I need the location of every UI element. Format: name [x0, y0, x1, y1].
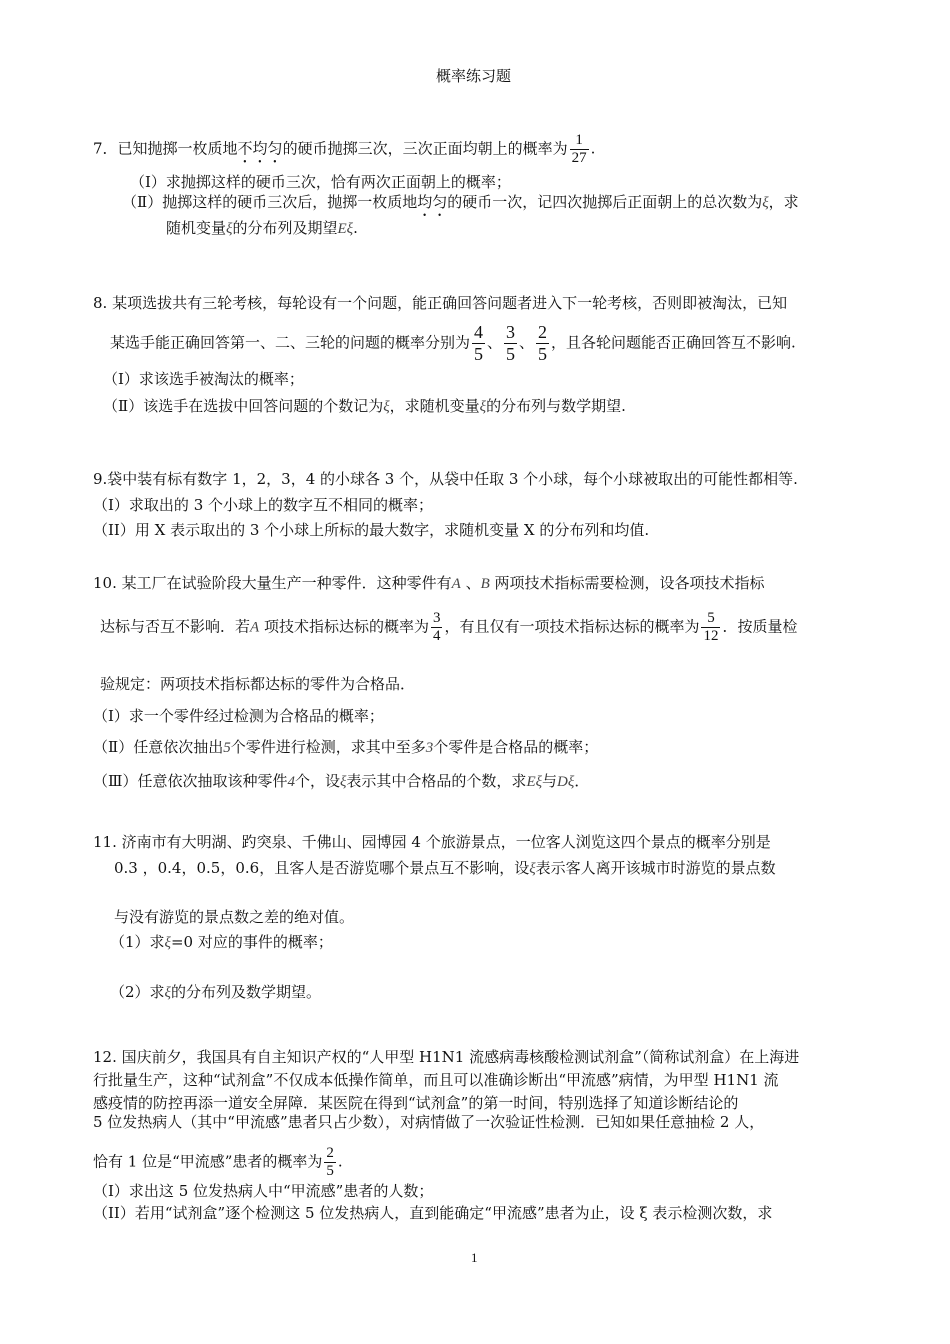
- q7-part2: [122, 192, 799, 220]
- q7-stem-end: .: [590, 139, 596, 158]
- q8-part2: [103, 396, 626, 417]
- q8-fraction-3: [536, 322, 549, 365]
- q12-line5: [93, 1145, 343, 1180]
- q10-fraction-2-num: 5: [701, 610, 720, 628]
- q7-fraction-den: 27: [571, 150, 587, 166]
- q8-line2: [110, 322, 796, 365]
- q11-part1: [110, 932, 333, 953]
- q7-part2-line2-b: 的分布列及期望: [232, 219, 338, 237]
- q8-sep-2: 、: [519, 333, 535, 352]
- q8-part2-text-b: ，求随机变量: [389, 397, 480, 415]
- q10-var-A: A: [451, 576, 461, 592]
- q11-part2: [110, 982, 321, 1003]
- q11-line2-text-b: 表示客人离开该城市时游览的景点数: [535, 859, 776, 877]
- q8-part1: （Ⅰ）求该选手被淘汰的概率；: [103, 370, 304, 388]
- q9-part2: （II）用 X 表示取出的 3 个小球上所标的最大数字，求随机变量 X 的分布列和均值.: [93, 521, 650, 539]
- q10-part3-end: ．: [574, 772, 590, 790]
- q10-line2: [100, 610, 798, 645]
- q11-line3: 与没有游览的景点数之差的绝对值。: [114, 908, 355, 926]
- q7-part2-line2-exp: Eξ: [337, 221, 354, 237]
- q8-fraction-1-num: 4: [474, 322, 484, 342]
- q10-part2-text-a: （Ⅱ）任意依次抽出: [93, 738, 224, 756]
- q10-part2: [93, 737, 598, 758]
- q11-part1-text-a: （1）求: [110, 933, 165, 951]
- q10-line1: [93, 573, 765, 594]
- q10-part3: [93, 771, 589, 792]
- q10-part3-text-a: （Ⅲ）任意依次抽取该种零件: [93, 772, 288, 790]
- q10-part3-var: ξ: [339, 774, 347, 790]
- q7-part2-text-a: （Ⅱ）抛掷这样的硬币三次后，抛掷一枚质地: [122, 193, 418, 211]
- q9-line1: 9.袋中装有标有数字 1，2，3，4 的小球各 3 个，从袋中任取 3 个小球，每个小球被取出的可能性都相等.: [93, 470, 798, 488]
- q11-part2-text-a: （2）求: [110, 983, 165, 1001]
- q10-part3-E: Eξ: [526, 774, 543, 790]
- page-number: 1: [471, 1250, 478, 1265]
- q11-part2-var: ξ: [164, 985, 171, 1001]
- q12-fraction: [324, 1145, 336, 1180]
- q10-fraction-2: [701, 610, 720, 645]
- q10-line2-text-c: ，有且仅有一项技术指标达标的概率为: [444, 617, 700, 636]
- q12-line1: 12. 国庆前夕，我国具有自主知识产权的“人甲型 H1N1 流感病毒核酸检测试剂盒”（简称试剂盒）在上海进: [93, 1048, 800, 1066]
- q8-line2-text-b: ，且各轮问题能否正确回答互不影响.: [551, 333, 796, 352]
- q11-line2: [114, 858, 776, 879]
- q10-fraction-1: [431, 610, 443, 645]
- q11-line1: 11. 济南市有大明湖、趵突泉、千佛山、园博园 4 个旅游景点，一位客人浏览这四个景点的概率分别是: [93, 833, 771, 851]
- q10-line2-text-d: ．按质量检: [722, 617, 798, 636]
- q8-fraction-3-num: 2: [538, 322, 548, 342]
- q10-part1: （Ⅰ）求一个零件经过检测为合格品的概率；: [93, 707, 384, 725]
- q7-stem-text-b: 的硬币抛掷三次，三次正面均朝上的概率为: [282, 139, 568, 158]
- q10-line1-sep: 、: [460, 574, 481, 592]
- q7-part2-emphasis: 均匀: [417, 193, 448, 211]
- q7-part2-text-c: ，求: [768, 193, 799, 211]
- q8-fraction-1-den: 5: [474, 344, 484, 364]
- q12-part1: （I）求出这 5 位发热病人中“甲流感”患者的人数；: [93, 1182, 434, 1200]
- q12-line2: 行批量生产，这种“试剂盒”不仅成本低操作简单，而且可以准确诊断出“甲流感”病情，为甲型 H1N1 流: [93, 1071, 779, 1089]
- q8-part2-var2: ξ: [479, 399, 487, 415]
- q10-part2-text-c: 个零件是合格品的概率；: [433, 738, 599, 756]
- q10-part2-n2: 3: [425, 740, 434, 756]
- q8-sep-1: 、: [487, 333, 503, 352]
- q10-part2-n1: 5: [223, 740, 231, 756]
- q8-fraction-1: [472, 322, 485, 365]
- q7-part2-line2-end: .: [353, 219, 358, 237]
- q10-line3: 验规定：两项技术指标都达标的零件为合格品．: [100, 675, 416, 693]
- q8-line2-text-a: 某选手能正确回答第一、二、三轮的问题的概率分别为: [110, 333, 471, 352]
- q7-part2-text-b: 的硬币一次，记四次抛掷后正面朝上的总次数为: [447, 193, 763, 211]
- q10-part3-D: Dξ: [557, 774, 575, 790]
- q10-line2-var-A: A: [250, 619, 260, 636]
- q10-fraction-2-den: 12: [703, 628, 719, 644]
- q12-line3: 感疫情的防控再添一道安全屏障．某医院在得到“试剂盒”的第一时间，特别选择了知道诊断结论的: [93, 1094, 739, 1112]
- q10-line2-text-a: 达标与否互不影响．若: [100, 617, 251, 636]
- q7-part2-line2-var: ξ: [226, 221, 233, 237]
- q12-line4: 5 位发热病人（其中“甲流感”患者只占少数），对病情做了一次验证性检测．已知如果任意抽检 2 人，: [93, 1113, 765, 1131]
- q10-line2-text-b: 项技术指标达标的概率为: [259, 617, 429, 636]
- q10-fraction-1-num: 3: [432, 610, 441, 626]
- q7-part1: （Ⅰ）求抛掷这样的硬币三次，恰有两次正面朝上的概率；: [130, 173, 511, 191]
- q12-fraction-den: 5: [326, 1163, 334, 1179]
- q7-stem-emphasis: 不均匀: [237, 139, 283, 158]
- q8-line1: 8. 某项选拔共有三轮考核，每轮设有一个问题，能正确回答问题者进入下一轮考核，否则即被淘汰，已知: [93, 294, 788, 312]
- q8-fraction-2-den: 5: [506, 344, 516, 364]
- q8-part2-var: ξ: [383, 399, 390, 415]
- q8-part2-text-a: （Ⅱ）该选手在选拔中回答问题的个数记为: [103, 397, 384, 415]
- q10-fraction-1-den: 4: [432, 628, 441, 644]
- q11-line2-text-a: 0.3 ，0.4，0.5，0.6，且客人是否游览哪个景点互不影响，设: [114, 859, 530, 877]
- q10-part3-text-d: 与: [542, 772, 558, 790]
- q7-part2-var: ξ: [762, 195, 769, 211]
- q12-fraction-num: 2: [326, 1145, 334, 1161]
- q7-stem-text-a: 7．已知抛掷一枚质地: [93, 139, 238, 158]
- q12-line5-end: .: [337, 1152, 343, 1171]
- q10-line1-text-b: 两项技术指标需要检测，设各项技术指标: [489, 574, 765, 592]
- q11-part2-text-b: 的分布列及数学期望。: [170, 983, 321, 1001]
- page-title: 概率练习题: [436, 67, 512, 85]
- q10-line1-text-a: 10. 某工厂在试验阶段大量生产一种零件．这种零件有: [93, 574, 452, 592]
- q11-part1-text-b: =0 对应的事件的概率；: [170, 933, 333, 951]
- q7-fraction-num: 1: [570, 132, 589, 150]
- q10-part3-text-c: 表示其中合格品的个数，求: [346, 772, 527, 790]
- q11-line2-var: ξ: [529, 861, 536, 877]
- q8-fraction-2: [504, 322, 517, 365]
- q10-part3-text-b: 个，设: [294, 772, 340, 790]
- q10-var-B: B: [480, 576, 490, 592]
- q8-part2-text-c: 的分布列与数学期望.: [486, 397, 626, 415]
- q8-fraction-3-den: 5: [538, 344, 548, 364]
- q11-part1-var: ξ: [164, 935, 171, 951]
- q7-part2-line2: [166, 218, 358, 239]
- q9-part1: （I）求取出的 3 个小球上的数字互不相同的概率；: [93, 496, 434, 514]
- q10-part3-n: 4: [287, 774, 295, 790]
- q7-fraction: [570, 132, 589, 167]
- q10-part2-text-b: 个零件进行检测，求其中至多: [230, 738, 426, 756]
- q12-part2: （II）若用“试剂盒”逐个检测这 5 位发热病人，直到能确定“甲流感”患者为止，设 ξ 表示检测次数，求: [93, 1204, 773, 1222]
- q7-stem: [93, 132, 595, 167]
- q8-fraction-2-num: 3: [506, 322, 516, 342]
- q12-line5-text-a: 恰有 1 位是“甲流感”患者的概率为: [93, 1152, 323, 1171]
- q7-part2-line2-a: 随机变量: [166, 219, 227, 237]
